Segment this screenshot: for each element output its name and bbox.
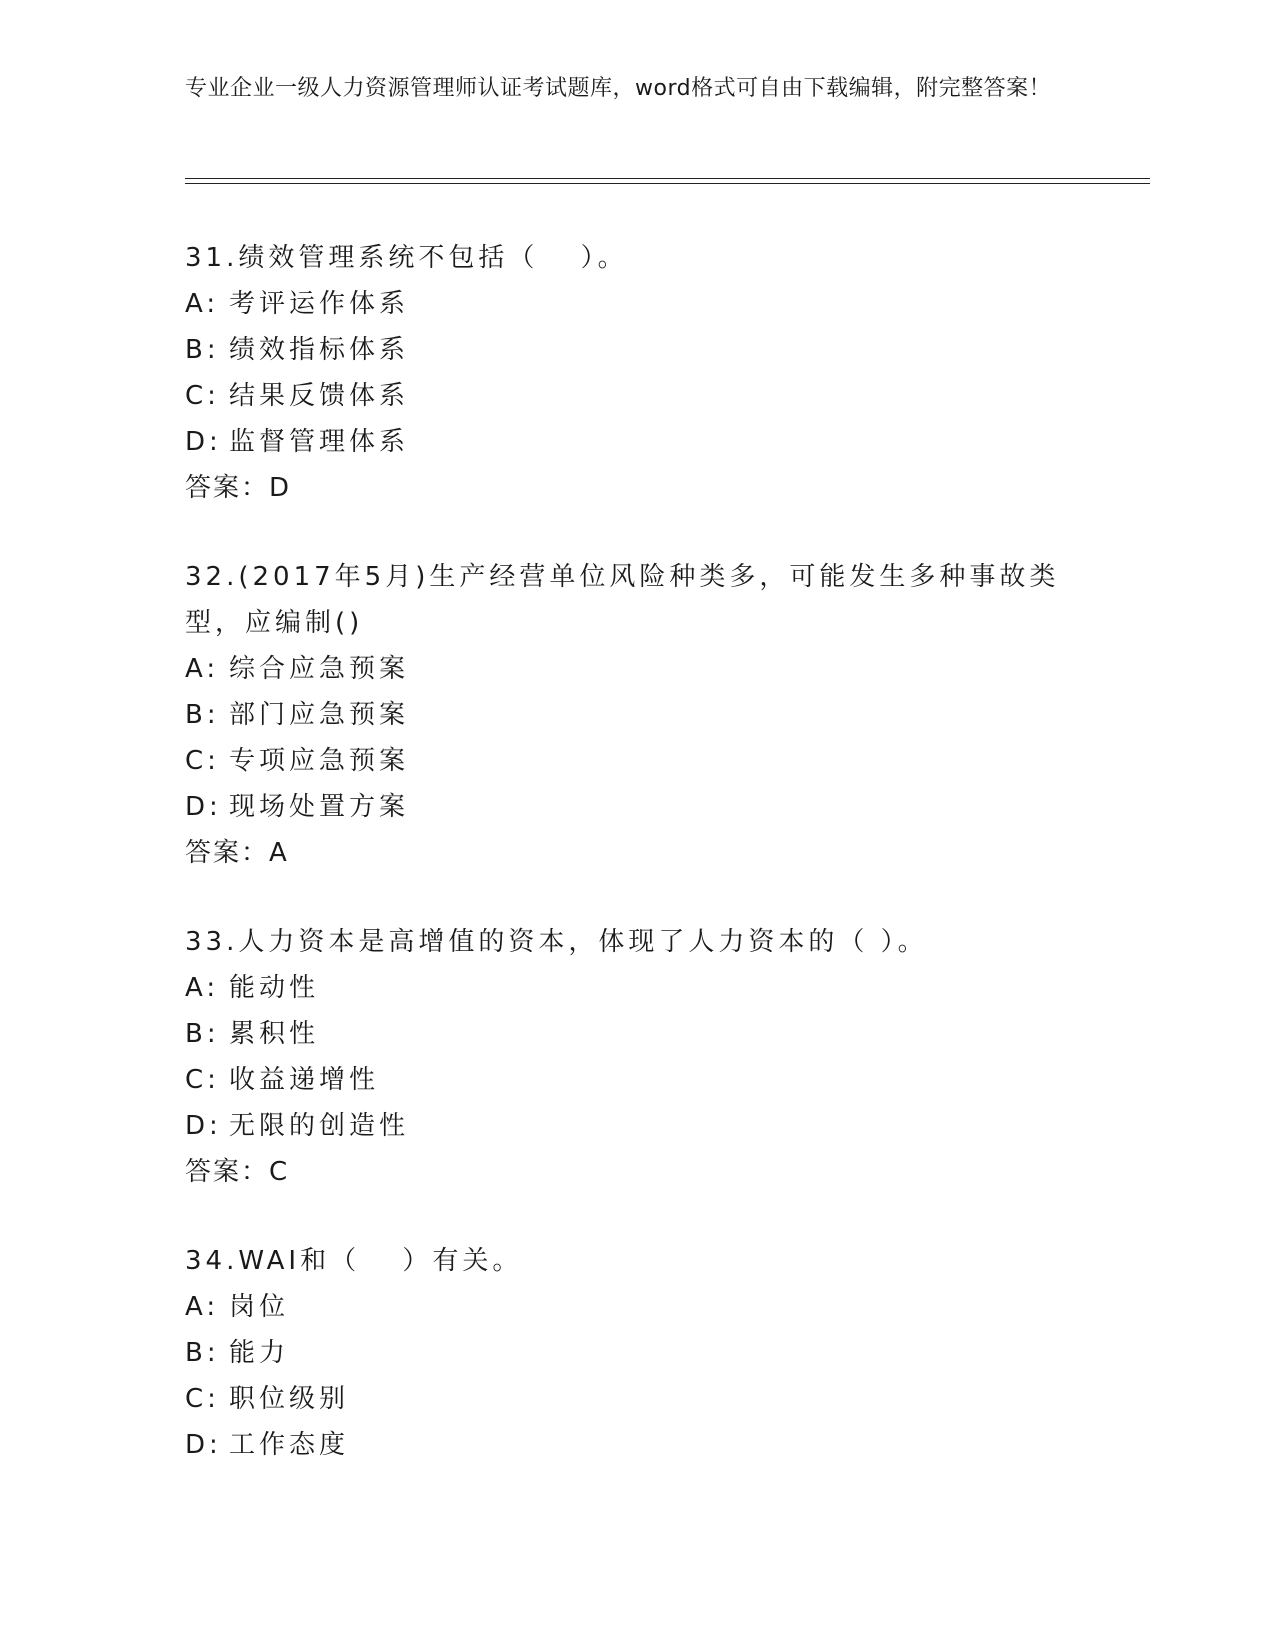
option-text: 专项应急预案 bbox=[229, 746, 410, 776]
option-letter: C: bbox=[185, 1065, 220, 1095]
option-letter: D: bbox=[185, 427, 222, 457]
option-letter: C: bbox=[185, 1384, 220, 1414]
answer-value: D bbox=[269, 473, 291, 503]
answer-line bbox=[185, 830, 1085, 876]
answer-label: 答案： bbox=[185, 838, 270, 868]
option-letter: D: bbox=[185, 1430, 222, 1460]
answer-label: 答案： bbox=[185, 473, 270, 503]
question-34 bbox=[185, 1238, 1085, 1468]
option-a bbox=[185, 965, 1085, 1011]
answer-value: C bbox=[269, 1157, 289, 1187]
option-text: 绩效指标体系 bbox=[229, 335, 410, 365]
option-letter: A: bbox=[185, 289, 220, 319]
option-text: 收益递增性 bbox=[229, 1065, 380, 1095]
option-a bbox=[185, 281, 1085, 327]
option-b bbox=[185, 1330, 1085, 1376]
option-letter: A: bbox=[185, 973, 220, 1003]
option-b bbox=[185, 692, 1085, 738]
option-c bbox=[185, 738, 1085, 784]
option-text: 能动性 bbox=[229, 973, 320, 1003]
option-text: 无限的创造性 bbox=[229, 1111, 410, 1141]
question-stem: 34.WAI和（ ）有关。 bbox=[185, 1246, 523, 1276]
option-letter: D: bbox=[185, 1111, 222, 1141]
option-letter: C: bbox=[185, 381, 220, 411]
option-text: 监督管理体系 bbox=[229, 427, 410, 457]
answer-label: 答案： bbox=[185, 1157, 270, 1187]
answer-line bbox=[185, 1149, 1085, 1195]
question-stem: 31.绩效管理系统不包括（ ）。 bbox=[185, 243, 628, 273]
option-d bbox=[185, 419, 1085, 465]
header-rule-top bbox=[185, 178, 1150, 179]
option-d bbox=[185, 784, 1085, 830]
option-letter: A: bbox=[185, 1292, 220, 1322]
document-header: 专业企业一级人力资源管理师认证考试题库，word格式可自由下载编辑，附完整答案！ bbox=[185, 76, 1052, 101]
option-a bbox=[185, 646, 1085, 692]
option-letter: B: bbox=[185, 700, 220, 730]
option-letter: B: bbox=[185, 1019, 220, 1049]
option-c bbox=[185, 373, 1085, 419]
option-d bbox=[185, 1422, 1085, 1468]
header-rule-bottom bbox=[185, 183, 1150, 184]
option-letter: D: bbox=[185, 792, 222, 822]
option-text: 能力 bbox=[229, 1338, 290, 1368]
question-33 bbox=[185, 919, 1085, 1195]
option-b bbox=[185, 1011, 1085, 1057]
option-text: 部门应急预案 bbox=[229, 700, 410, 730]
answer-line bbox=[185, 465, 1085, 511]
question-list bbox=[185, 235, 1085, 1511]
question-32 bbox=[185, 554, 1085, 876]
option-text: 累积性 bbox=[229, 1019, 320, 1049]
option-text: 综合应急预案 bbox=[229, 654, 410, 684]
answer-value: A bbox=[269, 838, 288, 868]
question-stem: 33.人力资本是高增值的资本，体现了人力资本的（ ）。 bbox=[185, 927, 928, 957]
option-b bbox=[185, 327, 1085, 373]
question-31 bbox=[185, 235, 1085, 511]
option-letter: A: bbox=[185, 654, 220, 684]
option-letter: B: bbox=[185, 335, 220, 365]
option-text: 考评运作体系 bbox=[229, 289, 410, 319]
option-d bbox=[185, 1103, 1085, 1149]
option-text: 现场处置方案 bbox=[229, 792, 410, 822]
option-letter: B: bbox=[185, 1338, 220, 1368]
question-stem: 32.(2017年5月)生产经营单位风险种类多，可能发生多种事故类型，应编制() bbox=[185, 562, 1060, 638]
option-text: 岗位 bbox=[229, 1292, 290, 1322]
option-text: 职位级别 bbox=[229, 1384, 350, 1414]
option-a bbox=[185, 1284, 1085, 1330]
option-text: 工作态度 bbox=[229, 1430, 350, 1460]
option-c bbox=[185, 1057, 1085, 1103]
option-text: 结果反馈体系 bbox=[229, 381, 410, 411]
option-letter: C: bbox=[185, 746, 220, 776]
option-c bbox=[185, 1376, 1085, 1422]
